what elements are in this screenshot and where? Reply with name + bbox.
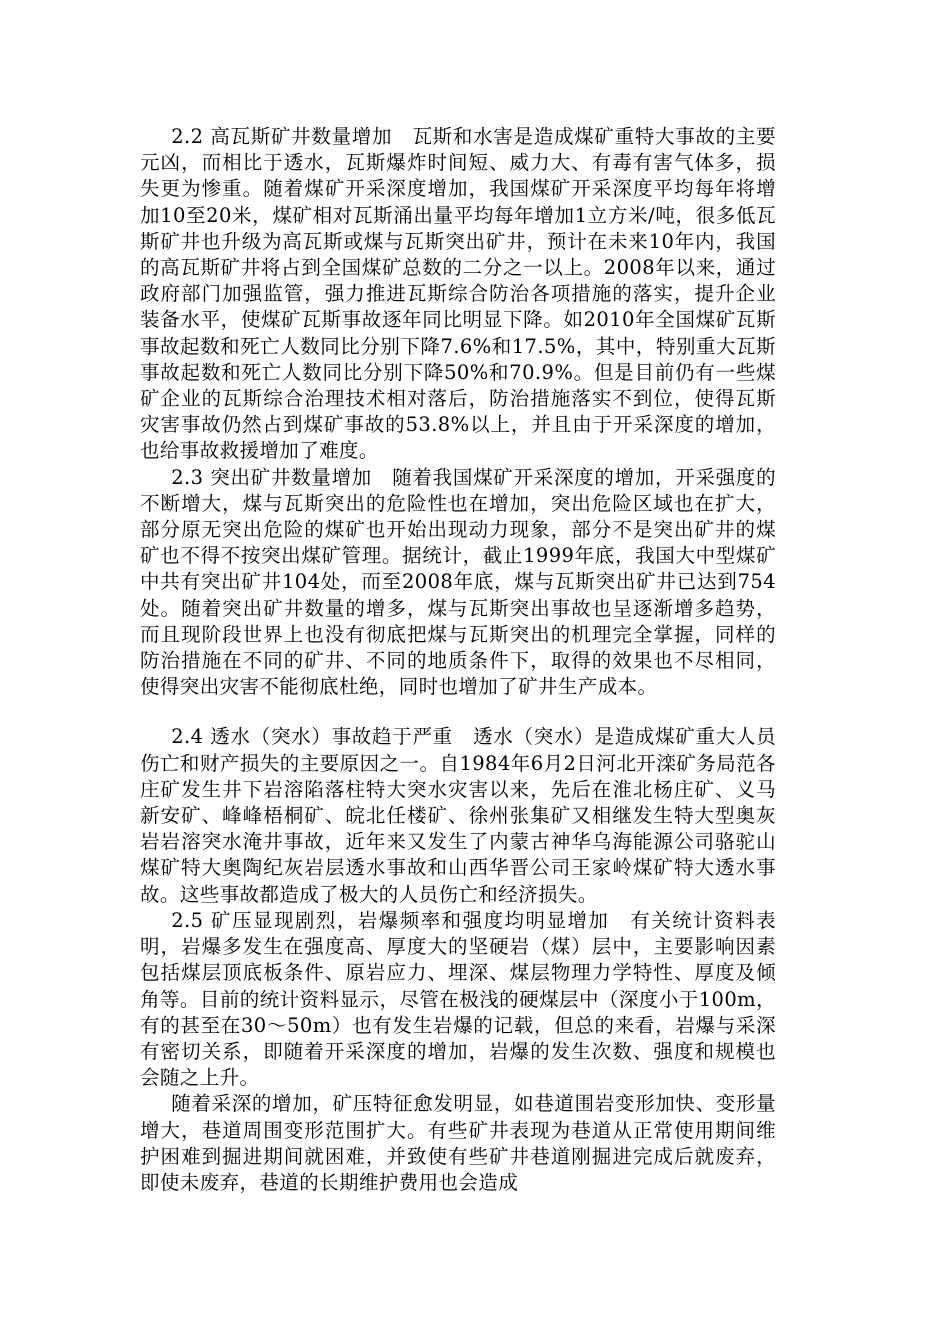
paragraph-high-gas-mines: 2.2 高瓦斯矿井数量增加 瓦斯和水害是造成煤矿重特大事故的主要元凶，而相比于透水，瓦斯爆炸时间短、威力大、有毒有害气体多，损失更为惨重。随着煤矿开采深度增加，我国煤矿开采深度平均每年将增加10至20米，煤矿相对瓦斯涌出量平均每年增加1立方米/吨，很多低瓦斯矿井也升级为高瓦斯或煤与瓦斯突出矿井，预计在未来10年内，我国的高瓦斯矿井将占到全国煤矿总数的二分之一以上。2008年以来，通过政府部门加强监管，强力推进瓦斯综合防治各项措施的落实，提升企业装备水平，使煤矿瓦斯事故逐年同比明显下降。如2010年全国煤矿瓦斯事故起数和死亡人数同比分别下降7.6%和17.5%，其中，特别重大瓦斯事故起数和死亡人数同比分别下降50%和70.9%。但是目前仍有一些煤矿企业的瓦斯综合治理技术相对落后，防治措施落实不到位，使得瓦斯灾害事故仍然占到煤矿事故的53.8%以上，并且由于开采深度的增加，也给事故救援增加了难度。 <box>140 125 776 463</box>
paragraph-outburst-mines: 2.3 突出矿井数量增加 随着我国煤矿开采深度的增加，开采强度的不断增大，煤与瓦斯突出的危险性也在增加，突出危险区域也在扩大，部分原无突出危险的煤矿也开始出现动力现象，部分不是突出矿井的煤矿也不得不按突出煤矿管理。据统计，截止1999年底，我国大中型煤矿中共有突出矿井104处，而至2008年底，煤与瓦斯突出矿井已达到754处。随着突出矿井数量的增多，煤与瓦斯突出事故也呈逐渐增多趋势，而且现阶段世界上也没有彻底把煤与瓦斯突出的机理完全掌握，同样的防治措施在不同的矿井、不同的地质条件下，取得的效果也不尽相同，使得突出灾害不能彻底杜绝，同时也增加了矿井生产成本。 <box>140 465 776 699</box>
document-body <box>140 124 776 1196</box>
paragraph-roadway-deformation: 随着采深的增加，矿压特征愈发明显，如巷道围岩变形加快、变形量增大，巷道周围变形范围扩大。有些矿井表现为巷道从正常使用期间维护困难到掘进期间就困难，并致使有些矿井巷道刚掘进完成后就废弃，即使未废弃，巷道的长期维护费用也会造成 <box>140 1092 776 1194</box>
paragraph-water-inrush: 2.4 透水（突水）事故趋于严重 透水（突水）是造成煤矿重大人员伤亡和财产损失的主要原因之一。自1984年6月2日河北开滦矿务局范各庄矿发生井下岩溶陷落柱特大突水灾害以来，先后在淮北杨庄矿、义马新安矿、峰峰梧桐矿、皖北任楼矿、徐州张集矿又相继发生特大型奥灰岩岩溶突水淹井事故，近年来又发生了内蒙古神华乌海能源公司骆驼山煤矿特大奥陶纪灰岩层透水事故和山西华晋公司王家岭煤矿特大透水事故。这些事故都造成了极大的人员伤亡和经济损失。 <box>140 725 776 906</box>
paragraph-spacer <box>140 700 776 724</box>
paragraph-rock-burst: 2.5 矿压显现剧烈，岩爆频率和强度均明显增加 有关统计资料表明，岩爆多发生在强度高、厚度大的坚硬岩（煤）层中，主要影响因素包括煤层顶底板条件、原岩应力、埋深、煤层物理力学特性、厚度及倾角等。目前的统计资料显示，尽管在极浅的硬煤层中（深度小于100m，有的甚至在30～50m）也有发生岩爆的记载，但总的来看，岩爆与采深有密切关系，即随着开采深度的增加，岩爆的发生次数、强度和规模也会随之上升。 <box>140 908 776 1090</box>
